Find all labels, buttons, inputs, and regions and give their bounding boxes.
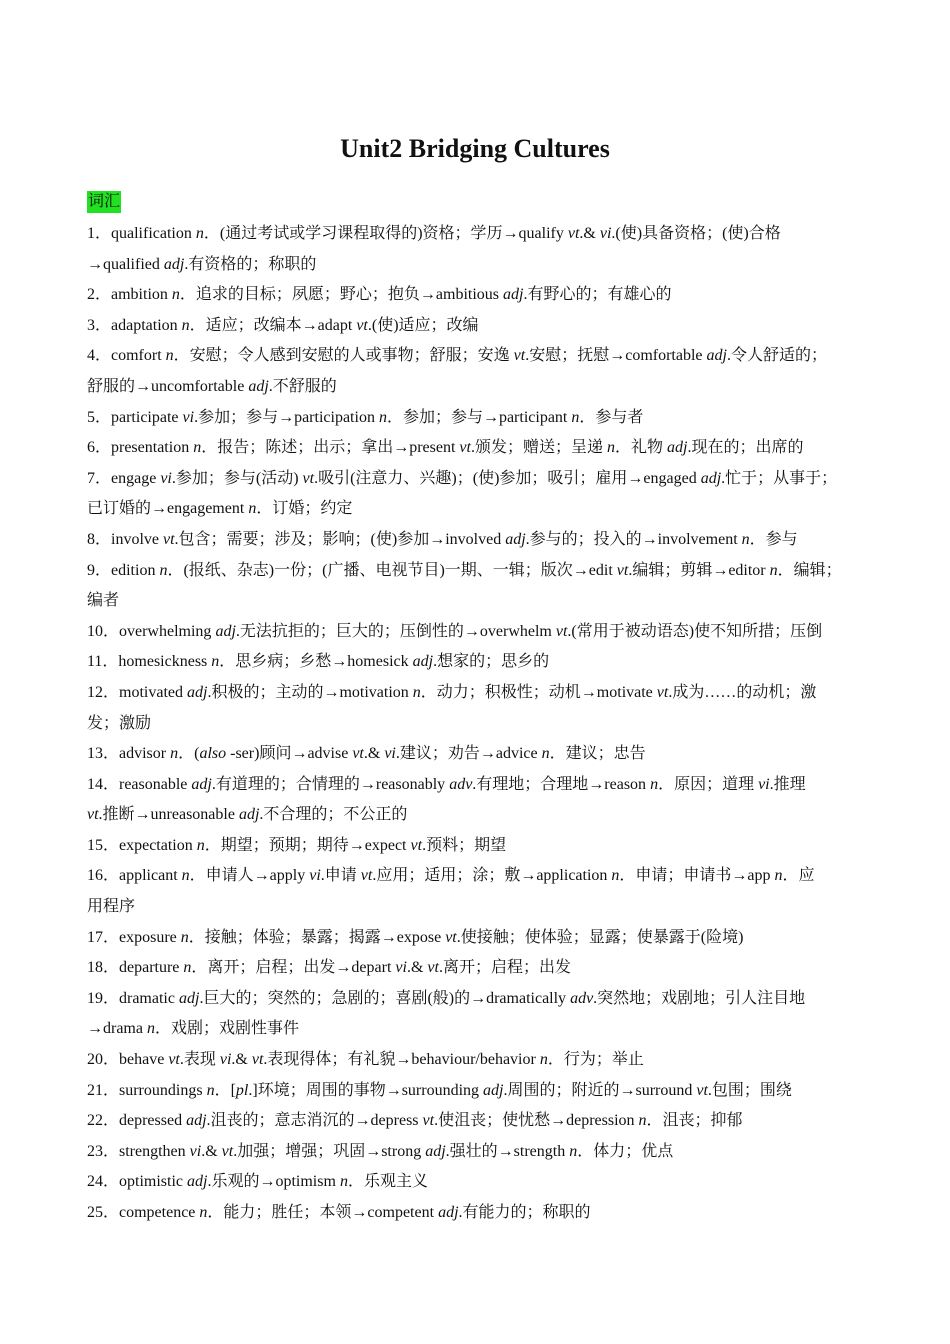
vocabulary-entry: 11．homesickness n．思乡病；乡愁→homesick adj.想家的；思乡的 [87,653,550,671]
page-title: Unit2 Bridging Cultures [340,134,610,163]
vocabulary-entry: 2．ambition n．追求的目标；夙愿；野心；抱负→ambitious adj.有野心的；有雄心的 [87,286,672,304]
vocabulary-entry: 10．overwhelming adj.无法抗拒的；巨大的；压倒性的→overwhelm vt.(常用于被动语态)使不知所措；压倒 [87,622,823,640]
vocabulary-entry: 23．strengthen vi.& vt.加强；增强；巩固→strong adj.强壮的→strength n．体力；优点 [87,1142,674,1160]
vocabulary-entry: 4．comfort n．安慰；令人感到安慰的人或事物；舒服；安逸 vt.安慰；抚慰→comfortable adj.令人舒适的； [87,347,827,365]
section-label-vocabulary: 词汇 [87,191,121,213]
vocabulary-entry: 22．depressed adj.沮丧的；意志消沉的→depress vt.使沮丧；使忧愁→depression n．沮丧；抑郁 [87,1112,743,1130]
vocabulary-entry: 6．presentation n．报告；陈述；出示；拿出→present vt.颁发；赠送；呈递 n．礼物 adj.现在的；出席的 [87,439,804,457]
vocabulary-entry: 14．reasonable adj.有道理的；合情理的→reasonably adv.有理地；合理地→reason n．原因；道理 vi.推理 [87,775,806,793]
vocabulary-entry-continuation: 已订婚的→engagement n．订婚；约定 [87,500,353,518]
vocabulary-entry-continuation: 舒服的→uncomfortable adj.不舒服的 [87,377,337,395]
vocabulary-entry: 9．edition n．(报纸、杂志)一份；(广播、电视节目)一期、一辑；版次→edit vt.编辑；剪辑→editor n．编辑； [87,561,842,579]
vocabulary-entry: 8．involve vt.包含；需要；涉及；影响；(使)参加→involved adj.参与的；投入的→involvement n．参与 [87,530,798,548]
vocabulary-entry: 16．applicant n．申请人→apply vi.申请 vt.应用；适用；涂；敷→application n．申请；申请书→app n．应 [87,867,815,885]
vocabulary-entry: 21．surroundings n．[pl.]环境；周围的事物→surrounding adj.周围的；附近的→surround vt.包围；围绕 [87,1081,792,1099]
vocabulary-entry: 5．participate vi.参加；参与→participation n．参加；参与→participant n．参与者 [87,408,644,426]
vocabulary-entry: 12．motivated adj.积极的；主动的→motivation n．动力；积极性；动机→motivate vt.成为……的动机；激 [87,683,817,701]
vocabulary-entry: 13．advisor n．(also -ser)顾问→advise vt.& vi.建议；劝告→advice n．建议；忠告 [87,745,646,763]
vocabulary-entry-continuation: 用程序 [87,898,136,916]
vocabulary-entry-continuation: →qualified adj.有资格的；称职的 [87,255,317,273]
vocabulary-entry: 18．departure n．离开；启程；出发→depart vi.& vt.离开；启程；出发 [87,959,571,977]
vocabulary-entry: 7．engage vi.参加；参与(活动) vt.吸引(注意力、兴趣)；(使)参加；吸引；雇用→engaged adj.忙于；从事于； [87,469,838,487]
vocabulary-entry: 17．exposure n．接触；体验；暴露；揭露→expose vt.使接触；使体验；显露；使暴露于(险境) [87,928,744,946]
vocabulary-entry: 25．competence n．能力；胜任；本领→competent adj.有能力的；称职的 [87,1204,591,1221]
vocabulary-entry-continuation: 发；激励 [87,714,152,732]
vocabulary-entry: 20．behave vt.表现 vi.& vt.表现得体；有礼貌→behaviour/behavior n．行为；举止 [87,1051,644,1069]
vocabulary-entry-continuation: 编者 [87,592,120,610]
vocabulary-entry: 15．expectation n．期望；预期；期待→expect vt.预料；期望 [87,836,507,854]
vocabulary-entry: 24．optimistic adj.乐观的→optimism n．乐观主义 [87,1173,428,1191]
vocabulary-entry: 19．dramatic adj.巨大的；突然的；急剧的；喜剧(般)的→dramatically adv.突然地；戏剧地；引人注目地 [87,989,806,1007]
vocabulary-entry: 1．qualification n．(通过考试或学习课程取得的)资格；学历→qualify vt.& vi.(使)具备资格；(使)合格 [87,225,781,242]
vocabulary-entry-continuation: →drama n．戏剧；戏剧性事件 [87,1020,299,1038]
vocabulary-entry: 3．adaptation n．适应；改编本→adapt vt.(使)适应；改编 [87,316,479,334]
vocabulary-entry-continuation: vt.推断→unreasonable adj.不合理的；不公正的 [87,806,408,824]
vocabulary-list [87,219,877,1229]
